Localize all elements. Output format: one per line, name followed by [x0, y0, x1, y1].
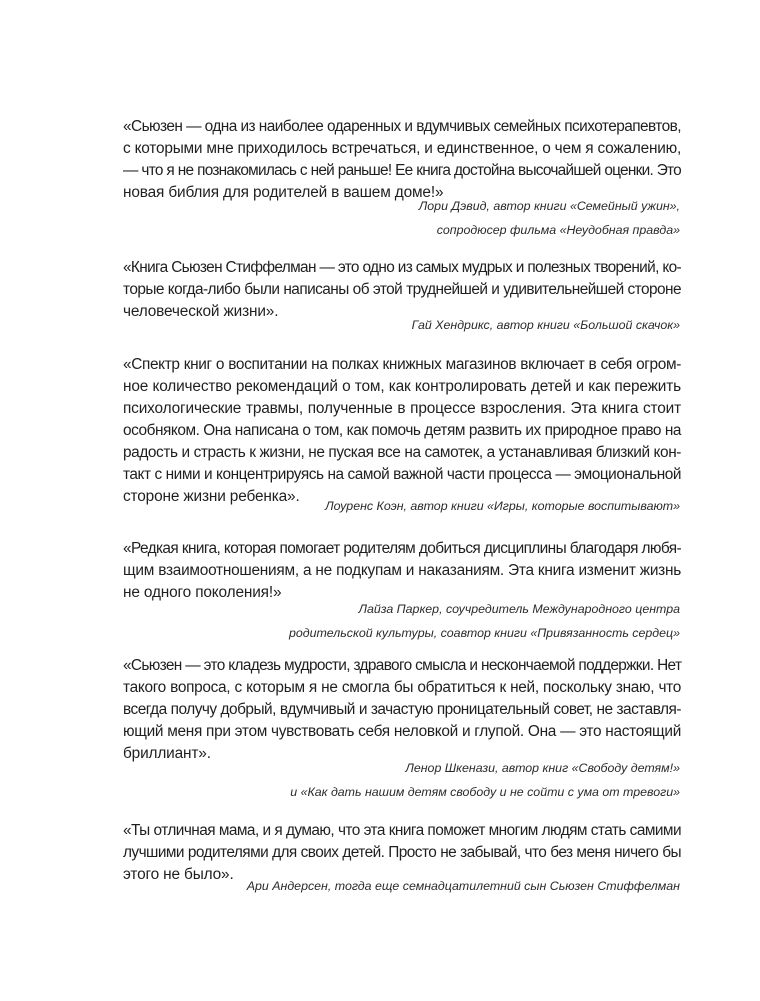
quote-line: бриллиант». — [123, 745, 211, 762]
quote-line: психологические травмы, полученные в процессе взросления. Эта книга стоит — [123, 400, 681, 417]
quote-line: «Ты отличная мама, и я думаю, что эта книга поможет многим людям стать самими — [123, 822, 681, 839]
quote-line: не одного поколения!» — [123, 584, 282, 601]
quote-line: «Сьюзен — одна из наиболее одаренных и вдумчивых семейных психотерапевтов, — [123, 118, 681, 135]
quote-line: торые когда-либо были написаны об этой труднейшей и удивительнейшей стороне — [123, 281, 681, 298]
attribution-line: родительской культуры, соавтор книги «Привязанность сердец» — [288, 626, 680, 640]
quote-line: такого вопроса, с которым я не смогла бы обратиться к ней, поскольку знаю, что — [123, 679, 681, 696]
testimonial-attribution — [289, 597, 680, 645]
testimonial-attribution — [412, 313, 680, 337]
quote-line: этого не было». — [123, 866, 234, 883]
attribution-line: и «Как дать нашим детям свободу и не сойти с ума от тревоги» — [290, 785, 680, 799]
quote-line: — что я не познакомилась с ней раньше! Ее книга достойна высочайшей оценки. Это — [123, 162, 681, 179]
quote-line: новая библия для родителей в вашем доме!» — [123, 184, 444, 201]
quote-line: всегда получу добрый, вдумчивый и зачастую проницательный совет, не заставля- — [123, 701, 681, 718]
quote-line: «Книга Сьюзен Стиффелман — это одно из самых мудрых и полезных творений, ко- — [123, 259, 681, 276]
attribution-line: Ари Андерсен, тогда еще семнадцатилетний сын Сьюзен Стиффелман — [246, 879, 680, 893]
testimonial-attribution — [247, 874, 680, 898]
quote-line: лучшими родителями для своих детей. Просто не забывай, что без меня ничего бы — [123, 844, 681, 861]
quote-line: «Редкая книга, которая помогает родителям добиться дисциплины благодаря любя- — [123, 540, 681, 557]
attribution-line: сопродюсер фильма «Неудобная правда» — [436, 223, 680, 237]
attribution-line: Лайза Паркер, соучредитель Международного центра — [358, 602, 680, 616]
testimonial-quote — [123, 354, 681, 508]
testimonial-attribution — [325, 494, 680, 518]
attribution-line: Лори Дэвид, автор книги «Семейный ужин», — [418, 199, 680, 213]
quote-line: с которыми мне приходилось встречаться, и единственное, о чем я сожалению, — [123, 140, 682, 157]
quote-line: радость и страсть к жизни, не пуская все на самотек, а устанавливая близкий кон- — [123, 444, 682, 461]
quote-line: ное количество рекомендаций о том, как контролировать детей и как пережить — [123, 378, 681, 395]
quote-line: стороне жизни ребенка». — [123, 488, 300, 505]
attribution-line: Лоуренс Коэн, автор книги «Игры, которые воспитывают» — [325, 499, 680, 513]
quote-line: «Спектр книг о воспитании на полках книжных магазинов включает в себя огром- — [123, 356, 681, 373]
quote-line: особняком. Она написана о том, как помочь детям развить их природное право на — [123, 422, 681, 439]
attribution-line: Ленор Шкенази, автор книг «Свободу детям!» — [405, 761, 680, 775]
quote-line: «Сьюзен — это кладезь мудрости, здравого смысла и нескончаемой поддержки. Нет — [123, 657, 682, 674]
quote-line: ющий меня при этом чувствовать себя неловкой и глупой. Она — это настоящий — [123, 723, 681, 740]
quote-line: человеческой жизни». — [123, 303, 279, 320]
testimonial-quote — [123, 655, 681, 765]
attribution-line: Гай Хендрикс, автор книги «Большой скачок» — [411, 318, 680, 332]
testimonial-attribution — [419, 194, 680, 242]
quote-line: такт с ними и концентрируясь на самой важной части процесса — эмоциональной — [123, 466, 681, 483]
testimonial-quote — [123, 116, 681, 204]
quote-line: щим взаимоотношениям, а не подкупам и наказаниям. Эта книга изменит жизнь — [123, 562, 681, 579]
testimonial-quote — [123, 538, 681, 604]
testimonial-attribution — [290, 756, 680, 804]
